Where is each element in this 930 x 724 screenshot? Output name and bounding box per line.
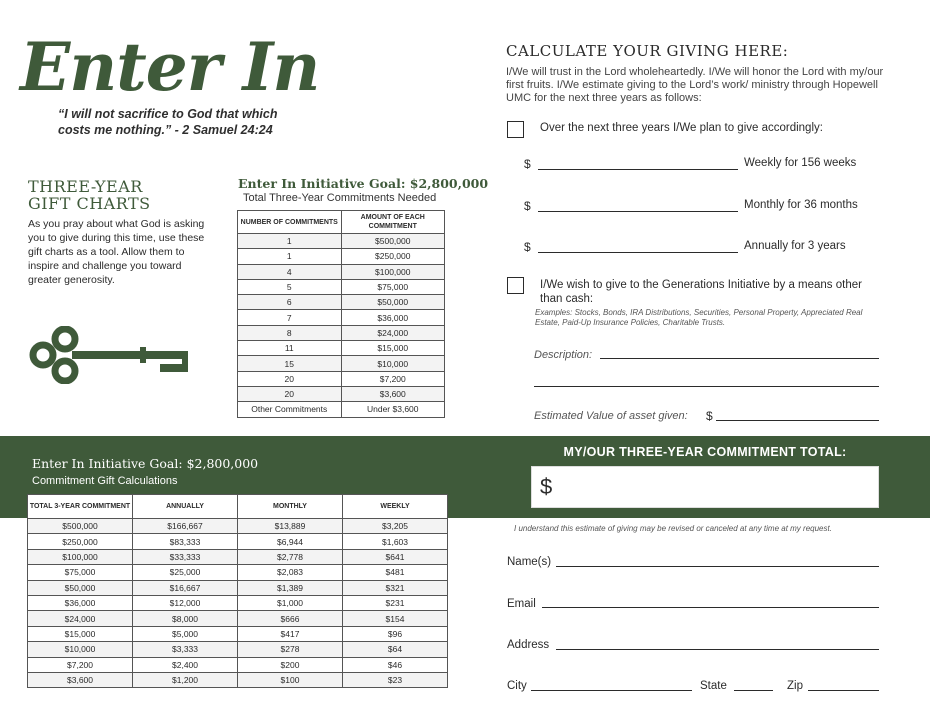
table-row — [28, 657, 448, 672]
state-field[interactable] — [734, 690, 773, 691]
cell: $50,000 — [341, 295, 445, 310]
state-label: State — [700, 680, 727, 692]
estimated-currency: $ — [706, 409, 713, 423]
table-row — [28, 642, 448, 657]
logo: Enter In — [20, 28, 320, 106]
calculate-body: I/We will trust in the Lord wholeheartedly. I/We will honor the Lord with my/our first fruits. I/We estimate giving to the Lord’s work/ ministry through Hopewell UMC for the next three years as follows: — [506, 66, 884, 104]
cell: $10,000 — [28, 642, 133, 657]
cell: $24,000 — [28, 611, 133, 626]
gift-charts-body: As you pray about what God is asking you to give during this time, use these gift charts as a tool. Allow them to inspire and challenge you toward greater generosity. — [28, 218, 205, 286]
commitments-table — [237, 210, 445, 418]
table-row — [238, 279, 445, 294]
table1-header: AMOUNT OF EACH COMMITMENT — [341, 211, 445, 234]
table-row — [238, 386, 445, 401]
cell: $3,333 — [133, 642, 238, 657]
annually-amount-field[interactable] — [538, 252, 738, 253]
cell: $75,000 — [341, 279, 445, 294]
cell: $10,000 — [341, 356, 445, 371]
cell: $154 — [343, 611, 448, 626]
cell: 20 — [238, 386, 342, 401]
cell: 8 — [238, 325, 342, 340]
cell: $6,944 — [238, 534, 343, 549]
cell: $2,778 — [238, 549, 343, 564]
table-row — [28, 534, 448, 549]
commitment-total-title: MY/OUR THREE-YEAR COMMITMENT TOTAL: — [563, 445, 847, 459]
cell: $666 — [238, 611, 343, 626]
table1-header: NUMBER OF COMMITMENTS — [238, 211, 342, 234]
cell: $50,000 — [28, 580, 133, 595]
zip-field[interactable] — [808, 690, 879, 691]
cell: $321 — [343, 580, 448, 595]
cell: $278 — [238, 642, 343, 657]
cell: $417 — [238, 626, 343, 641]
cell: $1,000 — [238, 595, 343, 610]
commitment-currency: $ — [540, 474, 553, 499]
cell: $15,000 — [341, 341, 445, 356]
commitment-total-field[interactable] — [531, 466, 879, 508]
email-field[interactable] — [542, 607, 879, 608]
table-row — [238, 295, 445, 310]
table2-header: WEEKLY — [343, 495, 448, 519]
table-row — [238, 341, 445, 356]
cell: 1 — [238, 249, 342, 264]
cell: $24,000 — [341, 325, 445, 340]
cell: $166,667 — [133, 519, 238, 534]
cell: $2,083 — [238, 565, 343, 580]
estimated-value-field[interactable] — [716, 420, 879, 421]
cell: $83,333 — [133, 534, 238, 549]
cell: $641 — [343, 549, 448, 564]
email-label: Email — [507, 598, 536, 610]
table2-header: TOTAL 3-YEAR COMMITMENT — [28, 495, 133, 519]
cell: $5,000 — [133, 626, 238, 641]
cell: $7,200 — [28, 657, 133, 672]
cell: $75,000 — [28, 565, 133, 580]
cell: $2,400 — [133, 657, 238, 672]
zip-label: Zip — [787, 680, 803, 692]
cell: Under $3,600 — [341, 402, 445, 417]
other-means-label: I/We wish to give to the Generations Initiative by a means other than cash: — [540, 279, 862, 305]
cell: $23 — [343, 672, 448, 687]
cell: $250,000 — [28, 534, 133, 549]
address-label: Address — [507, 639, 550, 651]
table1-subtitle: Total Three-Year Commitments Needed — [243, 192, 437, 204]
cell: $3,600 — [28, 672, 133, 687]
cell: $46 — [343, 657, 448, 672]
table-row — [238, 325, 445, 340]
cell: 7 — [238, 310, 342, 325]
estimated-value-label: Estimated Value of asset given: — [534, 410, 688, 422]
cell: $1,389 — [238, 580, 343, 595]
table-row — [28, 595, 448, 610]
gift-charts-title — [28, 178, 151, 212]
cell: $500,000 — [341, 234, 445, 249]
cell: 4 — [238, 264, 342, 279]
cell: $8,000 — [133, 611, 238, 626]
table1-title: Enter In Initiative Goal: $2,800,000 — [238, 176, 489, 191]
cell: $100 — [238, 672, 343, 687]
cell: $15,000 — [28, 626, 133, 641]
table-row — [238, 264, 445, 279]
table2-title: Enter In Initiative Goal: $2,800,000 — [32, 456, 259, 471]
cell: Other Commitments — [238, 402, 342, 417]
table-row — [28, 672, 448, 687]
table2-subtitle: Commitment Gift Calculations — [32, 475, 178, 487]
cell: $1,200 — [133, 672, 238, 687]
weekly-label: Weekly for 156 weeks — [744, 157, 857, 169]
monthly-currency: $ — [524, 199, 531, 213]
disclaimer: I understand this estimate of giving may be revised or canceled at any time at my request. — [514, 524, 832, 533]
table-row — [28, 580, 448, 595]
gift-charts-title-line1: THREE-YEAR — [28, 177, 143, 196]
cell: 20 — [238, 371, 342, 386]
cell: $16,667 — [133, 580, 238, 595]
weekly-amount-field[interactable] — [538, 169, 738, 170]
gift-charts-title-line2: GIFT CHARTS — [28, 194, 151, 213]
cell: $36,000 — [341, 310, 445, 325]
cell: $100,000 — [28, 549, 133, 564]
cell: $200 — [238, 657, 343, 672]
cell: $500,000 — [28, 519, 133, 534]
cell: $25,000 — [133, 565, 238, 580]
table2-header: ANNUALLY — [133, 495, 238, 519]
description-field-line2[interactable] — [534, 386, 879, 387]
description-label: Description: — [534, 349, 593, 361]
description-field[interactable] — [600, 358, 879, 359]
scripture-quote: “I will not sacrifice to God that which costs me nothing.” - 2 Samuel 24:24 — [58, 107, 278, 137]
table-row — [28, 611, 448, 626]
city-label: City — [507, 680, 527, 692]
gift-calculations-table — [27, 494, 448, 688]
name-label: Name(s) — [507, 556, 552, 568]
cell: $7,200 — [341, 371, 445, 386]
cell: 5 — [238, 279, 342, 294]
plan-checkbox-label: Over the next three years I/We plan to give accordingly: — [540, 122, 823, 134]
table-row — [238, 310, 445, 325]
name-field[interactable] — [556, 566, 879, 567]
annually-currency: $ — [524, 240, 531, 254]
cell: $250,000 — [341, 249, 445, 264]
cell: $12,000 — [133, 595, 238, 610]
weekly-currency: $ — [524, 157, 531, 171]
cell: 6 — [238, 295, 342, 310]
cell: $100,000 — [341, 264, 445, 279]
cell: $64 — [343, 642, 448, 657]
cell: 15 — [238, 356, 342, 371]
examples-text: Examples: Stocks, Bonds, IRA Distributions, Securities, Personal Property, Appreciated Real Estate, Paid-Up Insurance Policies, Charitable Trusts. — [535, 308, 863, 327]
other-means-checkbox[interactable] — [507, 277, 524, 294]
cell: $33,333 — [133, 549, 238, 564]
cell: $481 — [343, 565, 448, 580]
table-row — [28, 565, 448, 580]
monthly-amount-field[interactable] — [538, 211, 738, 212]
table-row — [238, 249, 445, 264]
cell: 1 — [238, 234, 342, 249]
monthly-label: Monthly for 36 months — [744, 199, 858, 211]
annually-label: Annually for 3 years — [744, 240, 846, 252]
table-row — [28, 626, 448, 641]
plan-checkbox[interactable] — [507, 121, 524, 138]
cell: 11 — [238, 341, 342, 356]
table-row — [238, 371, 445, 386]
cell: $1,603 — [343, 534, 448, 549]
cell: $96 — [343, 626, 448, 641]
table-row — [238, 356, 445, 371]
key-icon — [28, 326, 190, 384]
cell: $13,889 — [238, 519, 343, 534]
table-row — [28, 549, 448, 564]
city-field[interactable] — [531, 690, 692, 691]
cell: $3,205 — [343, 519, 448, 534]
calculate-title: CALCULATE YOUR GIVING HERE: — [506, 42, 789, 60]
table-row — [238, 402, 445, 417]
cell: $231 — [343, 595, 448, 610]
table-row — [28, 519, 448, 534]
table2-header: MONTHLY — [238, 495, 343, 519]
cell: $3,600 — [341, 386, 445, 401]
cell: $36,000 — [28, 595, 133, 610]
table-row — [238, 234, 445, 249]
address-field[interactable] — [556, 649, 879, 650]
